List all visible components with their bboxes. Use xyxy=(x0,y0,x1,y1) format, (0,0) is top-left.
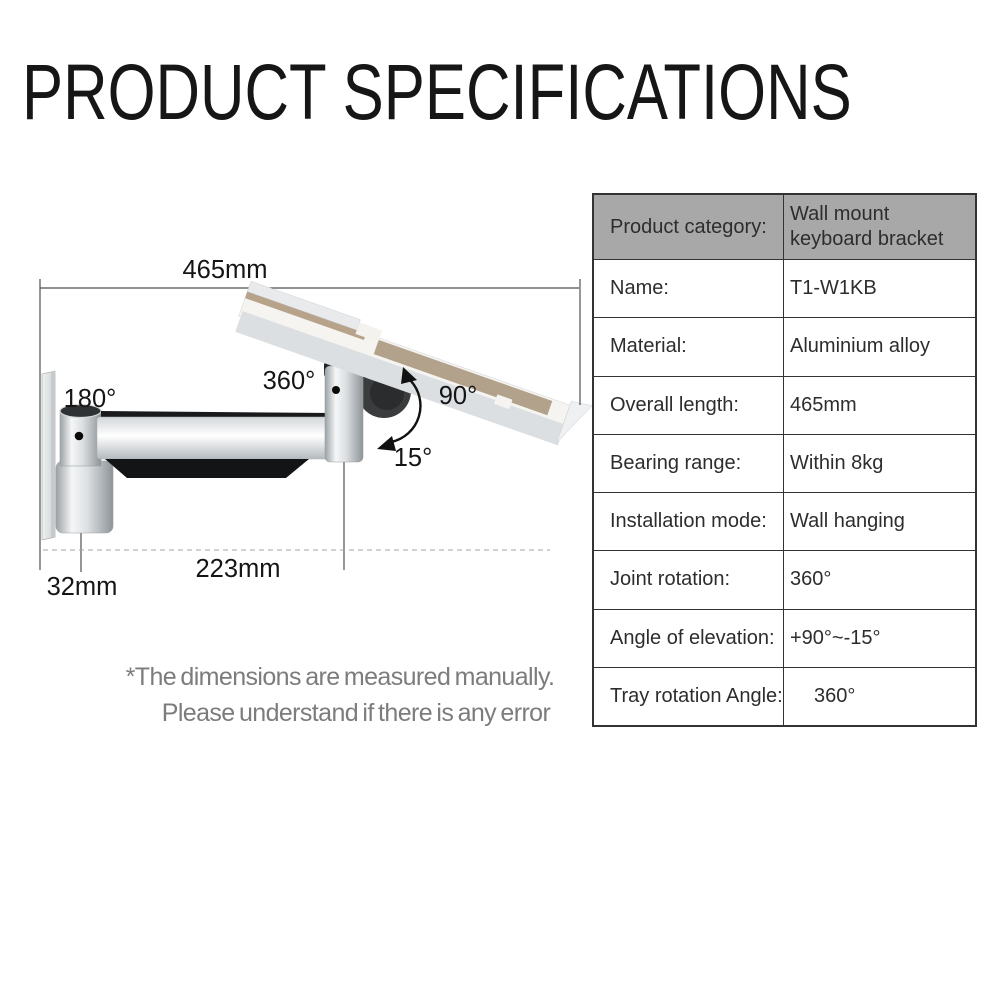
spec-table xyxy=(592,193,977,727)
table-row xyxy=(594,609,975,667)
spec-label: Installation mode: xyxy=(594,493,784,550)
arm-underside xyxy=(105,459,309,478)
base-joint-sleeve xyxy=(56,461,113,533)
table-row xyxy=(594,195,975,259)
table-row xyxy=(594,317,975,375)
label-elevation-down: 15° xyxy=(393,444,433,472)
table-row xyxy=(594,376,975,434)
label-elevation-up: 90° xyxy=(438,382,478,410)
page-title: PRODUCT SPECIFICATIONS xyxy=(22,47,852,136)
table-row xyxy=(594,259,975,317)
spec-value: Wall mount keyboard bracket xyxy=(790,203,944,250)
table-row xyxy=(594,550,975,608)
label-arm-reach: 223mm xyxy=(195,555,281,583)
spec-value: Wall hanging xyxy=(790,510,905,533)
disclaimer-line-1: *The dimensions are measured manually. xyxy=(125,663,555,691)
spec-label: Tray rotation Angle: xyxy=(594,668,784,725)
label-joint-rotation: 360° xyxy=(262,367,316,395)
spec-label: Product category: xyxy=(594,195,784,259)
label-base-depth: 32mm xyxy=(46,573,118,601)
spec-value: Aluminium alloy xyxy=(790,335,931,358)
middle-joint-screw xyxy=(332,386,340,394)
base-joint-screw xyxy=(75,432,84,441)
table-row xyxy=(594,667,975,725)
spec-value: 465mm xyxy=(790,393,857,416)
spec-label: Angle of elevation: xyxy=(594,610,784,667)
spec-value: 360° xyxy=(814,684,856,707)
arm-beam xyxy=(97,417,343,459)
label-overall-length: 465mm xyxy=(182,256,268,284)
spec-value: T1-W1KB xyxy=(790,277,877,300)
table-row xyxy=(594,492,975,550)
spec-label: Name: xyxy=(594,260,784,317)
spec-label: Material: xyxy=(594,318,784,375)
table-row xyxy=(594,434,975,492)
middle-joint-cylinder xyxy=(325,366,363,462)
label-base-rotation: 180° xyxy=(63,385,117,413)
extension-arm xyxy=(97,411,343,478)
spec-label: Bearing range: xyxy=(594,435,784,492)
spec-label: Overall length: xyxy=(594,377,784,434)
spec-value: 360° xyxy=(790,568,832,591)
spec-label: Joint rotation: xyxy=(594,551,784,608)
spec-value: Within 8kg xyxy=(790,451,884,474)
disclaimer-line-2: Please understand if there is any error xyxy=(161,699,551,727)
wall-plate-edge xyxy=(51,371,55,538)
spec-value: +90°~-15° xyxy=(790,626,881,649)
